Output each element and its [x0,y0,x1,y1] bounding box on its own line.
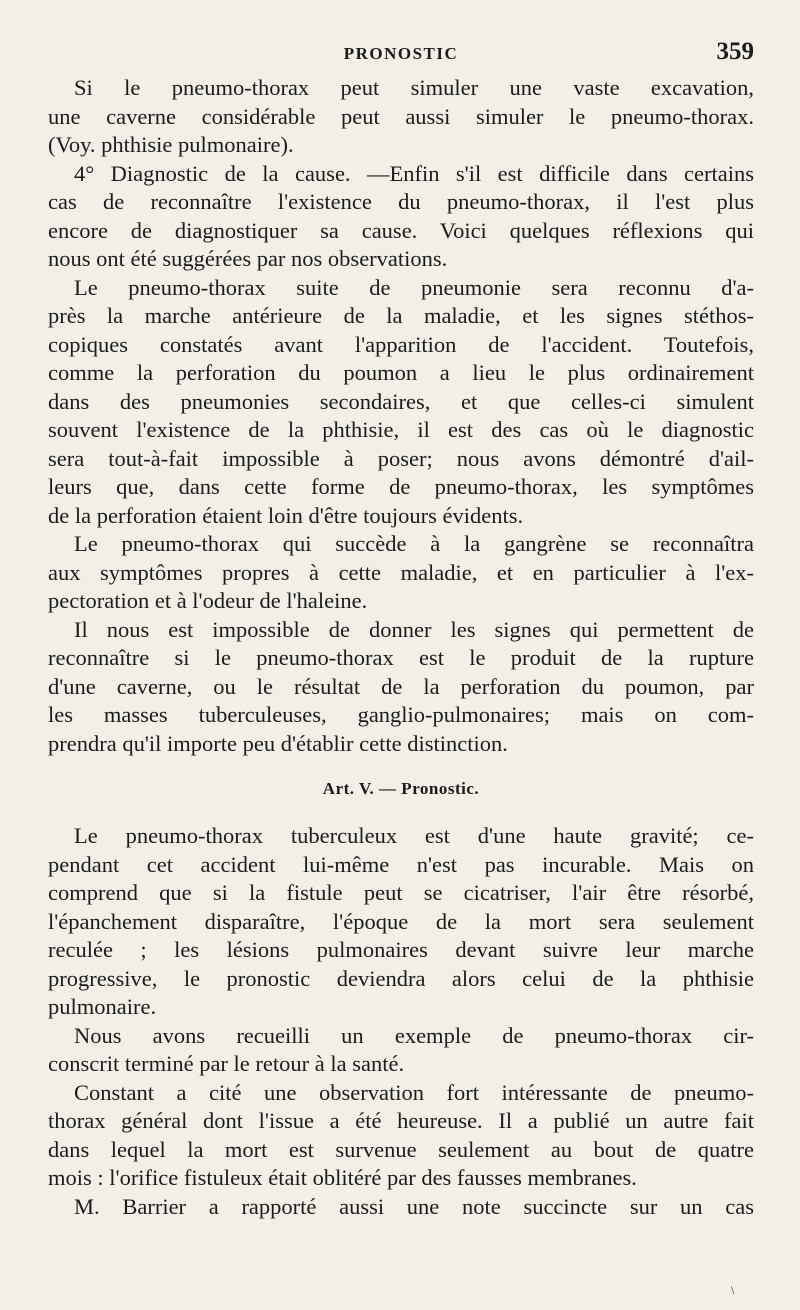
text-line: thorax général dont l'issue a été heureuse. Il a publié un autre fait [48,1108,754,1133]
text-line: (Voy. phthisie pulmonaire). [48,132,294,157]
text-line: Il nous est impossible de donner les signes qui permettent de [74,616,754,642]
text-line: copiques constatés avant l'apparition de l'accident. Toutefois, [48,331,754,357]
text-line: conscrit terminé par le retour à la santé. [48,1051,405,1076]
paragraph [48,1079,754,1193]
text-line: reconnaître si le pneumo-thorax est le produit de la rupture [48,645,754,670]
page-header [48,34,754,74]
text-line: les masses tuberculeuses, ganglio-pulmonaires; mais on com- [48,702,754,727]
text-line: leurs que, dans cette forme de pneumo-thorax, les symptômes [48,474,754,499]
text-line: l'épanchement disparaître, l'époque de la mort sera seulement [48,908,754,934]
text-line: pectoration et à l'odeur de l'haleine. [48,588,368,613]
article-heading: Art. V. — Pronostic. [322,779,480,798]
text-line: Le pneumo-thorax suite de pneumonie sera reconnu d'a- [74,274,754,300]
paragraph [48,822,754,1022]
running-title: PRONOSTIC [343,44,459,63]
text-line: près la marche antérieure de la maladie, et les signes stéthos- [48,303,754,328]
text-line: reculée ; les lésions pulmonaires devant suivre leur marche [48,937,754,962]
paragraph [48,160,754,274]
text-line: comprend que si la fistule peut se cicatriser, l'air être résorbé, [48,880,754,905]
paragraph [48,274,754,531]
paragraph [48,530,754,616]
footer-mark: \ [731,1283,735,1297]
text-line: nous ont été suggérées par nos observations. [48,246,448,271]
text-line: Si le pneumo-thorax peut simuler une vaste excavation, [74,75,754,100]
text-line: sera tout-à-fait impossible à poser; nous avons démontré d'ail- [48,445,754,471]
text-line: cas de reconnaître l'existence du pneumo-thorax, il l'est plus [48,189,754,214]
text-line: encore de diagnostiquer sa cause. Voici quelques réflexions qui [48,217,754,243]
text-line: d'une caverne, ou le résultat de la perforation du poumon, par [48,673,754,699]
text-line: dans lequel la mort est survenue seulement au bout de quatre [48,1136,754,1162]
text-line: souvent l'existence de la phthisie, il est des cas où le diagnostic [48,417,754,442]
body-text-bottom [48,822,754,1221]
book-page [48,34,754,1221]
paragraph [48,1022,754,1079]
text-line: pulmonaire. [48,994,157,1019]
text-line: M. Barrier a rapporté aussi une note succincte sur un cas [74,1193,754,1219]
text-line: une caverne considérable peut aussi simuler le pneumo-thorax. [48,103,754,129]
text-line: mois : l'orifice fistuleux était oblitéré par des fausses membranes. [48,1165,637,1190]
text-line: prendra qu'il importe peu d'établir cette distinction. [48,730,508,756]
text-line: Le pneumo-thorax tuberculeux est d'une haute gravité; ce- [74,823,754,848]
text-line: pendant cet accident lui-même n'est pas incurable. Mais on [48,851,754,877]
text-line: progressive, le pronostic deviendra alors celui de la phthisie [48,965,754,991]
text-line: de la perforation étaient loin d'être toujours évidents. [48,502,524,528]
text-line: 4° Diagnostic de la cause. —Enfin s'il est difficile dans certains [74,160,754,186]
text-line: comme la perforation du poumon a lieu le plus ordinairement [48,360,754,385]
text-line: Le pneumo-thorax qui succède à la gangrène se reconnaîtra [74,531,754,556]
paragraph [48,74,754,160]
text-line: dans des pneumonies secondaires, et que celles-ci simulent [48,388,754,414]
text-line: Nous avons recueilli un exemple de pneumo-thorax cir- [74,1022,754,1048]
text-line: Constant a cité une observation fort intéressante de pneumo- [74,1079,754,1105]
body-text-top [48,74,754,758]
text-line: aux symptômes propres à cette maladie, et en particulier à l'ex- [48,559,754,585]
paragraph [48,616,754,759]
paragraph [48,1193,754,1222]
page-number: 359 [716,38,754,65]
